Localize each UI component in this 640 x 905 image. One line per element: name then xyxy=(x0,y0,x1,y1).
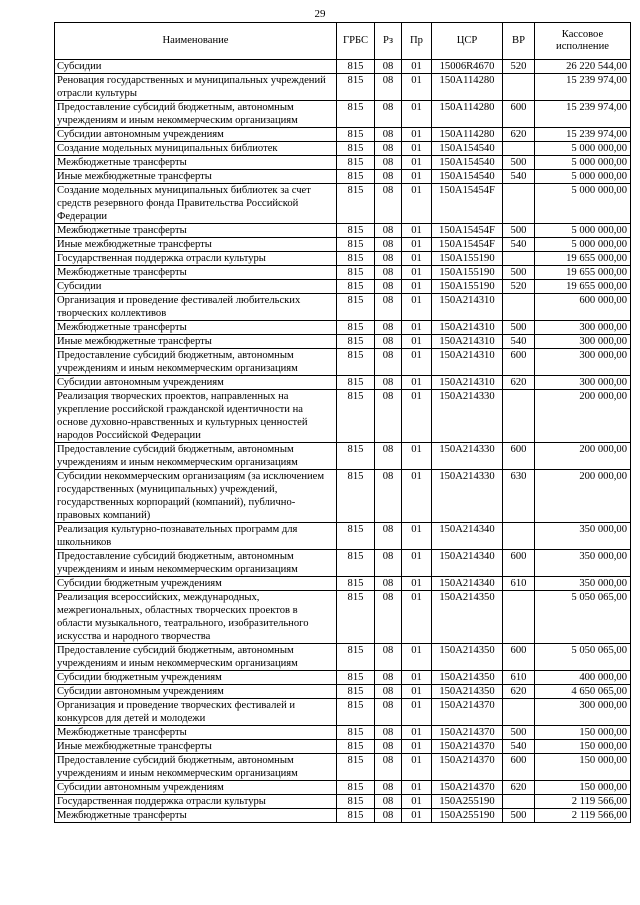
cell-amount: 200 000,00 xyxy=(535,443,631,470)
cell-amount: 200 000,00 xyxy=(535,390,631,443)
cell-rz: 08 xyxy=(375,781,402,795)
cell-vr: 610 xyxy=(503,671,535,685)
cell-rz: 08 xyxy=(375,280,402,294)
cell-amount: 300 000,00 xyxy=(535,699,631,726)
table-row xyxy=(55,170,631,184)
cell-vr: 500 xyxy=(503,726,535,740)
cell-csr: 150A214370 xyxy=(432,699,503,726)
cell-csr: 150A15454F xyxy=(432,238,503,252)
cell-name: Межбюджетные трансферты xyxy=(55,156,337,170)
cell-name: Реализация культурно-познавательных программ для школьников xyxy=(55,523,337,550)
cell-csr: 150A155190 xyxy=(432,266,503,280)
cell-pr: 01 xyxy=(402,321,432,335)
cell-name: Реализация всероссийских, международных, межрегиональных, областных творческих проектов в области музыкального, театрального, изобразительного искусства и народного творчества xyxy=(55,591,337,644)
cell-rz: 08 xyxy=(375,252,402,266)
cell-grbs: 815 xyxy=(337,740,375,754)
cell-csr: 150A114280 xyxy=(432,101,503,128)
cell-pr: 01 xyxy=(402,184,432,224)
cell-rz: 08 xyxy=(375,170,402,184)
cell-vr xyxy=(503,142,535,156)
cell-name: Предоставление субсидий бюджетным, автономным учреждениям и иным некоммерческим организациям xyxy=(55,101,337,128)
cell-grbs: 815 xyxy=(337,781,375,795)
table-row xyxy=(55,128,631,142)
cell-pr: 01 xyxy=(402,550,432,577)
cell-amount: 26 220 544,00 xyxy=(535,60,631,74)
cell-pr: 01 xyxy=(402,280,432,294)
cell-amount: 600 000,00 xyxy=(535,294,631,321)
cell-vr: 600 xyxy=(503,644,535,671)
table-row xyxy=(55,809,631,823)
header-rz: Рз xyxy=(375,23,402,60)
cell-pr: 01 xyxy=(402,726,432,740)
cell-rz: 08 xyxy=(375,644,402,671)
cell-amount: 2 119 566,00 xyxy=(535,795,631,809)
cell-name: Субсидии автономным учреждениям xyxy=(55,685,337,699)
cell-pr: 01 xyxy=(402,685,432,699)
cell-rz: 08 xyxy=(375,470,402,523)
cell-amount: 5 000 000,00 xyxy=(535,156,631,170)
cell-pr: 01 xyxy=(402,101,432,128)
cell-name: Реализация творческих проектов, направленных на укрепление российской гражданской идентичности на основе духовно-нравственных и культурных ценностей народов Российской Федерации xyxy=(55,390,337,443)
cell-pr: 01 xyxy=(402,443,432,470)
cell-pr: 01 xyxy=(402,754,432,781)
cell-csr: 150A214340 xyxy=(432,550,503,577)
cell-name: Иные межбюджетные трансферты xyxy=(55,238,337,252)
table-row xyxy=(55,644,631,671)
cell-grbs: 815 xyxy=(337,60,375,74)
cell-vr: 620 xyxy=(503,376,535,390)
cell-rz: 08 xyxy=(375,754,402,781)
table-row xyxy=(55,60,631,74)
cell-grbs: 815 xyxy=(337,142,375,156)
table-row xyxy=(55,321,631,335)
cell-pr: 01 xyxy=(402,224,432,238)
cell-amount: 5 000 000,00 xyxy=(535,142,631,156)
cell-amount: 350 000,00 xyxy=(535,523,631,550)
header-execution: Кассовое исполнение xyxy=(535,23,631,60)
cell-amount: 5 050 065,00 xyxy=(535,644,631,671)
cell-rz: 08 xyxy=(375,335,402,349)
cell-pr: 01 xyxy=(402,699,432,726)
cell-vr: 600 xyxy=(503,550,535,577)
cell-rz: 08 xyxy=(375,156,402,170)
cell-amount: 15 239 974,00 xyxy=(535,74,631,101)
cell-rz: 08 xyxy=(375,550,402,577)
cell-grbs: 815 xyxy=(337,294,375,321)
cell-grbs: 815 xyxy=(337,443,375,470)
cell-csr: 150A214330 xyxy=(432,443,503,470)
cell-name: Организация и проведение творческих фестивалей и конкурсов для детей и молодежи xyxy=(55,699,337,726)
cell-name: Субсидии автономным учреждениям xyxy=(55,128,337,142)
cell-vr: 500 xyxy=(503,266,535,280)
cell-name: Иные межбюджетные трансферты xyxy=(55,740,337,754)
cell-name: Реновация государственных и муниципальных учреждений отрасли культуры xyxy=(55,74,337,101)
cell-rz: 08 xyxy=(375,238,402,252)
cell-name: Создание модельных муниципальных библиотек за счет средств резервного фонда Правительства Российской Федерации xyxy=(55,184,337,224)
cell-pr: 01 xyxy=(402,740,432,754)
cell-rz: 08 xyxy=(375,726,402,740)
cell-amount: 15 239 974,00 xyxy=(535,128,631,142)
cell-vr: 620 xyxy=(503,128,535,142)
cell-name: Межбюджетные трансферты xyxy=(55,809,337,823)
cell-grbs: 815 xyxy=(337,266,375,280)
cell-grbs: 815 xyxy=(337,470,375,523)
cell-csr: 150A214330 xyxy=(432,470,503,523)
cell-pr: 01 xyxy=(402,142,432,156)
cell-pr: 01 xyxy=(402,577,432,591)
cell-name: Предоставление субсидий бюджетным, автономным учреждениям и иным некоммерческим организациям xyxy=(55,443,337,470)
table-row xyxy=(55,577,631,591)
table-row xyxy=(55,550,631,577)
cell-csr: 150A114280 xyxy=(432,128,503,142)
cell-amount: 4 650 065,00 xyxy=(535,685,631,699)
cell-grbs: 815 xyxy=(337,671,375,685)
table-row xyxy=(55,156,631,170)
page-number: 29 xyxy=(314,8,326,20)
cell-name: Межбюджетные трансферты xyxy=(55,266,337,280)
cell-rz: 08 xyxy=(375,699,402,726)
cell-name: Государственная поддержка отрасли культуры xyxy=(55,252,337,266)
table-row xyxy=(55,280,631,294)
table-row xyxy=(55,699,631,726)
cell-rz: 08 xyxy=(375,224,402,238)
table-row xyxy=(55,266,631,280)
cell-grbs: 815 xyxy=(337,550,375,577)
cell-grbs: 815 xyxy=(337,754,375,781)
cell-amount: 350 000,00 xyxy=(535,577,631,591)
cell-vr: 620 xyxy=(503,781,535,795)
cell-grbs: 815 xyxy=(337,726,375,740)
cell-name: Иные межбюджетные трансферты xyxy=(55,335,337,349)
cell-amount: 400 000,00 xyxy=(535,671,631,685)
table-row xyxy=(55,224,631,238)
cell-csr: 150A214370 xyxy=(432,781,503,795)
cell-grbs: 815 xyxy=(337,809,375,823)
cell-vr xyxy=(503,184,535,224)
cell-pr: 01 xyxy=(402,128,432,142)
table-row xyxy=(55,671,631,685)
cell-amount: 19 655 000,00 xyxy=(535,252,631,266)
cell-vr xyxy=(503,390,535,443)
cell-csr: 150A214310 xyxy=(432,335,503,349)
cell-amount: 5 050 065,00 xyxy=(535,591,631,644)
cell-grbs: 815 xyxy=(337,795,375,809)
cell-grbs: 815 xyxy=(337,224,375,238)
cell-csr: 150A214350 xyxy=(432,644,503,671)
header-pr: Пр xyxy=(402,23,432,60)
cell-grbs: 815 xyxy=(337,280,375,294)
header-vr: ВР xyxy=(503,23,535,60)
cell-csr: 150A214340 xyxy=(432,577,503,591)
cell-rz: 08 xyxy=(375,74,402,101)
table-row xyxy=(55,349,631,376)
cell-pr: 01 xyxy=(402,671,432,685)
cell-amount: 15 239 974,00 xyxy=(535,101,631,128)
cell-vr: 540 xyxy=(503,238,535,252)
header-name: Наименование xyxy=(55,23,337,60)
cell-grbs: 815 xyxy=(337,685,375,699)
cell-vr xyxy=(503,591,535,644)
cell-rz: 08 xyxy=(375,740,402,754)
cell-name: Предоставление субсидий бюджетным, автономным учреждениям и иным некоммерческим организациям xyxy=(55,550,337,577)
table-row xyxy=(55,101,631,128)
cell-name: Субсидии автономным учреждениям xyxy=(55,781,337,795)
table-row xyxy=(55,685,631,699)
cell-grbs: 815 xyxy=(337,74,375,101)
cell-pr: 01 xyxy=(402,470,432,523)
cell-amount: 5 000 000,00 xyxy=(535,184,631,224)
cell-name: Предоставление субсидий бюджетным, автономным учреждениям и иным некоммерческим организациям xyxy=(55,644,337,671)
cell-pr: 01 xyxy=(402,376,432,390)
cell-amount: 19 655 000,00 xyxy=(535,266,631,280)
cell-rz: 08 xyxy=(375,349,402,376)
cell-rz: 08 xyxy=(375,266,402,280)
cell-pr: 01 xyxy=(402,390,432,443)
cell-vr: 500 xyxy=(503,321,535,335)
cell-vr xyxy=(503,699,535,726)
table-row xyxy=(55,335,631,349)
cell-vr: 500 xyxy=(503,224,535,238)
cell-grbs: 815 xyxy=(337,101,375,128)
cell-vr: 600 xyxy=(503,349,535,376)
cell-pr: 01 xyxy=(402,523,432,550)
header-csr: ЦСР xyxy=(432,23,503,60)
cell-vr xyxy=(503,74,535,101)
cell-vr: 600 xyxy=(503,101,535,128)
cell-name: Субсидии некоммерческим организациям (за исключением государственных (муниципальных) учреждений, государственных корпораций (компаний), публично-правовых компаний) xyxy=(55,470,337,523)
cell-rz: 08 xyxy=(375,809,402,823)
cell-csr: 150A214330 xyxy=(432,390,503,443)
table-row xyxy=(55,252,631,266)
cell-amount: 5 000 000,00 xyxy=(535,238,631,252)
cell-rz: 08 xyxy=(375,685,402,699)
cell-vr: 520 xyxy=(503,60,535,74)
cell-rz: 08 xyxy=(375,184,402,224)
cell-rz: 08 xyxy=(375,577,402,591)
cell-csr: 150A214370 xyxy=(432,754,503,781)
cell-csr: 150A154540 xyxy=(432,170,503,184)
cell-pr: 01 xyxy=(402,252,432,266)
cell-csr: 150A214310 xyxy=(432,376,503,390)
cell-pr: 01 xyxy=(402,644,432,671)
table-row xyxy=(55,470,631,523)
table-row xyxy=(55,591,631,644)
cell-rz: 08 xyxy=(375,60,402,74)
cell-pr: 01 xyxy=(402,60,432,74)
cell-amount: 150 000,00 xyxy=(535,781,631,795)
cell-rz: 08 xyxy=(375,443,402,470)
cell-vr xyxy=(503,523,535,550)
cell-rz: 08 xyxy=(375,321,402,335)
cell-pr: 01 xyxy=(402,809,432,823)
cell-amount: 19 655 000,00 xyxy=(535,280,631,294)
cell-rz: 08 xyxy=(375,128,402,142)
cell-vr: 630 xyxy=(503,470,535,523)
cell-amount: 300 000,00 xyxy=(535,349,631,376)
cell-pr: 01 xyxy=(402,266,432,280)
cell-csr: 150A214310 xyxy=(432,349,503,376)
cell-grbs: 815 xyxy=(337,184,375,224)
table-row xyxy=(55,390,631,443)
table-row xyxy=(55,142,631,156)
table-row xyxy=(55,754,631,781)
table-header-row xyxy=(55,23,631,60)
table-row xyxy=(55,74,631,101)
cell-grbs: 815 xyxy=(337,170,375,184)
cell-grbs: 815 xyxy=(337,577,375,591)
cell-csr: 150A15454F xyxy=(432,184,503,224)
cell-csr: 150A15454F xyxy=(432,224,503,238)
cell-csr: 150A214340 xyxy=(432,523,503,550)
cell-vr: 540 xyxy=(503,335,535,349)
cell-vr: 540 xyxy=(503,740,535,754)
cell-rz: 08 xyxy=(375,795,402,809)
cell-amount: 300 000,00 xyxy=(535,335,631,349)
cell-pr: 01 xyxy=(402,591,432,644)
cell-csr: 15006R4670 xyxy=(432,60,503,74)
cell-pr: 01 xyxy=(402,170,432,184)
table-row xyxy=(55,781,631,795)
cell-name: Субсидии бюджетным учреждениям xyxy=(55,671,337,685)
cell-name: Организация и проведение фестивалей любительских творческих коллективов xyxy=(55,294,337,321)
cell-amount: 5 000 000,00 xyxy=(535,224,631,238)
cell-rz: 08 xyxy=(375,142,402,156)
cell-rz: 08 xyxy=(375,591,402,644)
cell-vr: 520 xyxy=(503,280,535,294)
cell-vr: 610 xyxy=(503,577,535,591)
cell-name: Субсидии бюджетным учреждениям xyxy=(55,577,337,591)
cell-rz: 08 xyxy=(375,376,402,390)
cell-csr: 150A154540 xyxy=(432,142,503,156)
cell-vr: 600 xyxy=(503,443,535,470)
cell-pr: 01 xyxy=(402,74,432,101)
cell-grbs: 815 xyxy=(337,252,375,266)
cell-csr: 150A214370 xyxy=(432,740,503,754)
cell-csr: 150A255190 xyxy=(432,795,503,809)
cell-name: Иные межбюджетные трансферты xyxy=(55,170,337,184)
cell-name: Субсидии автономным учреждениям xyxy=(55,376,337,390)
cell-name: Предоставление субсидий бюджетным, автономным учреждениям и иным некоммерческим организациям xyxy=(55,754,337,781)
cell-csr: 150A214310 xyxy=(432,294,503,321)
cell-amount: 200 000,00 xyxy=(535,470,631,523)
cell-rz: 08 xyxy=(375,294,402,321)
cell-name: Межбюджетные трансферты xyxy=(55,321,337,335)
cell-rz: 08 xyxy=(375,101,402,128)
cell-grbs: 815 xyxy=(337,128,375,142)
cell-amount: 300 000,00 xyxy=(535,376,631,390)
cell-amount: 150 000,00 xyxy=(535,726,631,740)
cell-amount: 300 000,00 xyxy=(535,321,631,335)
cell-pr: 01 xyxy=(402,335,432,349)
cell-amount: 5 000 000,00 xyxy=(535,170,631,184)
cell-vr: 600 xyxy=(503,754,535,781)
cell-pr: 01 xyxy=(402,294,432,321)
table-row xyxy=(55,238,631,252)
budget-table xyxy=(54,22,631,823)
cell-name: Межбюджетные трансферты xyxy=(55,224,337,238)
table-row xyxy=(55,184,631,224)
cell-csr: 150A214370 xyxy=(432,726,503,740)
table-row xyxy=(55,443,631,470)
cell-amount: 150 000,00 xyxy=(535,740,631,754)
cell-amount: 350 000,00 xyxy=(535,550,631,577)
cell-name: Межбюджетные трансферты xyxy=(55,726,337,740)
header-grbs: ГРБС xyxy=(337,23,375,60)
cell-grbs: 815 xyxy=(337,591,375,644)
cell-rz: 08 xyxy=(375,523,402,550)
cell-grbs: 815 xyxy=(337,699,375,726)
cell-vr: 620 xyxy=(503,685,535,699)
cell-amount: 150 000,00 xyxy=(535,754,631,781)
cell-name: Государственная поддержка отрасли культуры xyxy=(55,795,337,809)
table-row xyxy=(55,294,631,321)
cell-csr: 150A214350 xyxy=(432,671,503,685)
table-row xyxy=(55,376,631,390)
cell-csr: 150A114280 xyxy=(432,74,503,101)
cell-vr xyxy=(503,252,535,266)
cell-csr: 150A255190 xyxy=(432,809,503,823)
cell-csr: 150A214350 xyxy=(432,685,503,699)
cell-grbs: 815 xyxy=(337,321,375,335)
cell-csr: 150A214310 xyxy=(432,321,503,335)
cell-grbs: 815 xyxy=(337,644,375,671)
cell-csr: 150A214350 xyxy=(432,591,503,644)
cell-rz: 08 xyxy=(375,390,402,443)
cell-vr xyxy=(503,795,535,809)
cell-grbs: 815 xyxy=(337,335,375,349)
cell-pr: 01 xyxy=(402,795,432,809)
cell-grbs: 815 xyxy=(337,523,375,550)
cell-vr xyxy=(503,294,535,321)
cell-pr: 01 xyxy=(402,349,432,376)
cell-csr: 150A155190 xyxy=(432,252,503,266)
cell-grbs: 815 xyxy=(337,390,375,443)
cell-pr: 01 xyxy=(402,781,432,795)
table-row xyxy=(55,795,631,809)
cell-pr: 01 xyxy=(402,238,432,252)
cell-name: Субсидии xyxy=(55,60,337,74)
table-row xyxy=(55,740,631,754)
cell-grbs: 815 xyxy=(337,349,375,376)
cell-vr: 500 xyxy=(503,156,535,170)
table-row xyxy=(55,726,631,740)
cell-name: Субсидии xyxy=(55,280,337,294)
cell-amount: 2 119 566,00 xyxy=(535,809,631,823)
cell-name: Создание модельных муниципальных библиотек xyxy=(55,142,337,156)
cell-pr: 01 xyxy=(402,156,432,170)
cell-csr: 150A154540 xyxy=(432,156,503,170)
cell-vr: 540 xyxy=(503,170,535,184)
table-row xyxy=(55,523,631,550)
cell-grbs: 815 xyxy=(337,156,375,170)
cell-rz: 08 xyxy=(375,671,402,685)
cell-grbs: 815 xyxy=(337,238,375,252)
cell-grbs: 815 xyxy=(337,376,375,390)
cell-name: Предоставление субсидий бюджетным, автономным учреждениям и иным некоммерческим организациям xyxy=(55,349,337,376)
cell-vr: 500 xyxy=(503,809,535,823)
cell-csr: 150A155190 xyxy=(432,280,503,294)
